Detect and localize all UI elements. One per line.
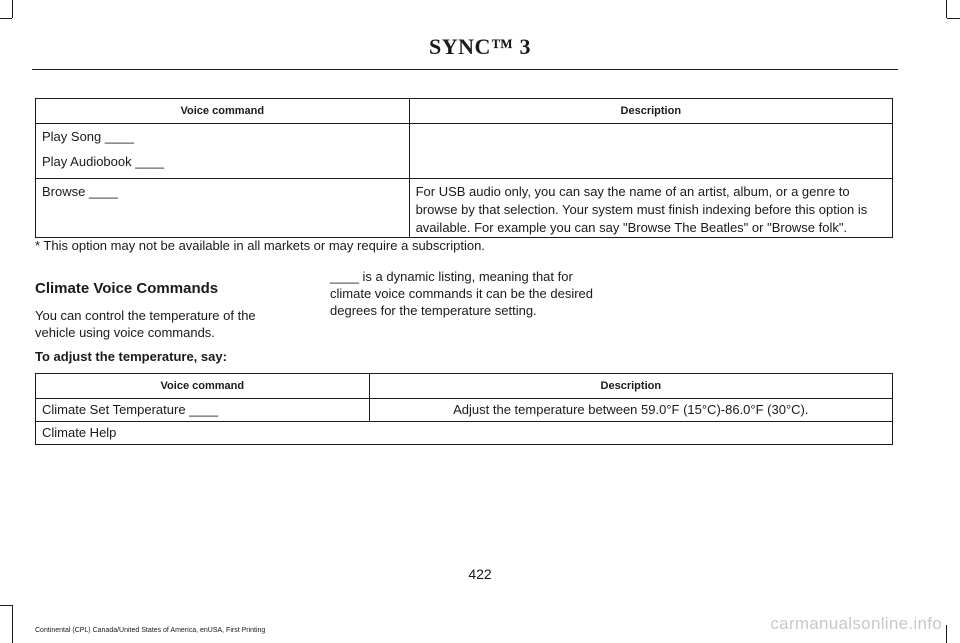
section-heading: Climate Voice Commands [35,280,219,297]
column-header-description: Description [409,99,892,124]
description-cell: Adjust the temperature between 59.0°F (15°C)-86.0°F (30°C). [369,399,892,422]
header-divider [32,69,898,70]
description-cell: For USB audio only, you can say the name of an artist, album, or a genre to browse by that selection. Your system must finish indexing before this option is available. For example you can say "Browse The Beatles" or "Browse folk". [409,179,892,238]
crop-mark-top-right-v [946,0,947,18]
description-cell [409,124,892,179]
page-title: SYNC™ 3 [429,34,531,59]
command-cell: Climate Set Temperature ____ [36,399,370,422]
command-text: Play Song ____ [42,129,134,144]
column-header-description: Description [369,374,892,399]
intro-paragraph: You can control the temperature of the vehicle using voice commands. [35,308,256,340]
crop-mark-top-left-h [0,18,12,19]
command-cell [36,124,410,179]
table-header-row [36,99,893,124]
table-row [36,179,893,238]
table-row [36,399,893,422]
page-number: 422 [468,566,492,582]
climate-command-table [35,373,893,445]
subheading: To adjust the temperature, say: [35,349,227,364]
command-text: Play Audiobook ____ [42,154,165,169]
column-header-voice-command: Voice command [36,99,410,124]
column-header-voice-command: Voice command [36,374,370,399]
crop-mark-top-right-h [947,18,960,19]
crop-mark-bottom-right-v [946,625,947,643]
table-row [36,422,893,445]
watermark: carmanualsonline.info [770,614,942,633]
voice-command-table [35,98,893,238]
crop-mark-top-left-v [12,0,13,18]
table-row [36,124,893,179]
footnote: * This option may not be available in all markets or may require a subscription. [35,238,485,253]
printing-info: Continental (CPL) Canada/United States of America, enUSA, First Printing [35,627,266,634]
crop-mark-bottom-left-v [12,605,13,643]
crop-mark-bottom-left-h [0,605,12,606]
command-cell: Browse ____ [36,179,410,238]
table-header-row [36,374,893,399]
dynamic-listing-note: ____ is a dynamic listing, meaning that for climate voice commands it can be the desired degrees for the temperature setting. [330,269,594,318]
command-cell: Climate Help [36,422,893,445]
